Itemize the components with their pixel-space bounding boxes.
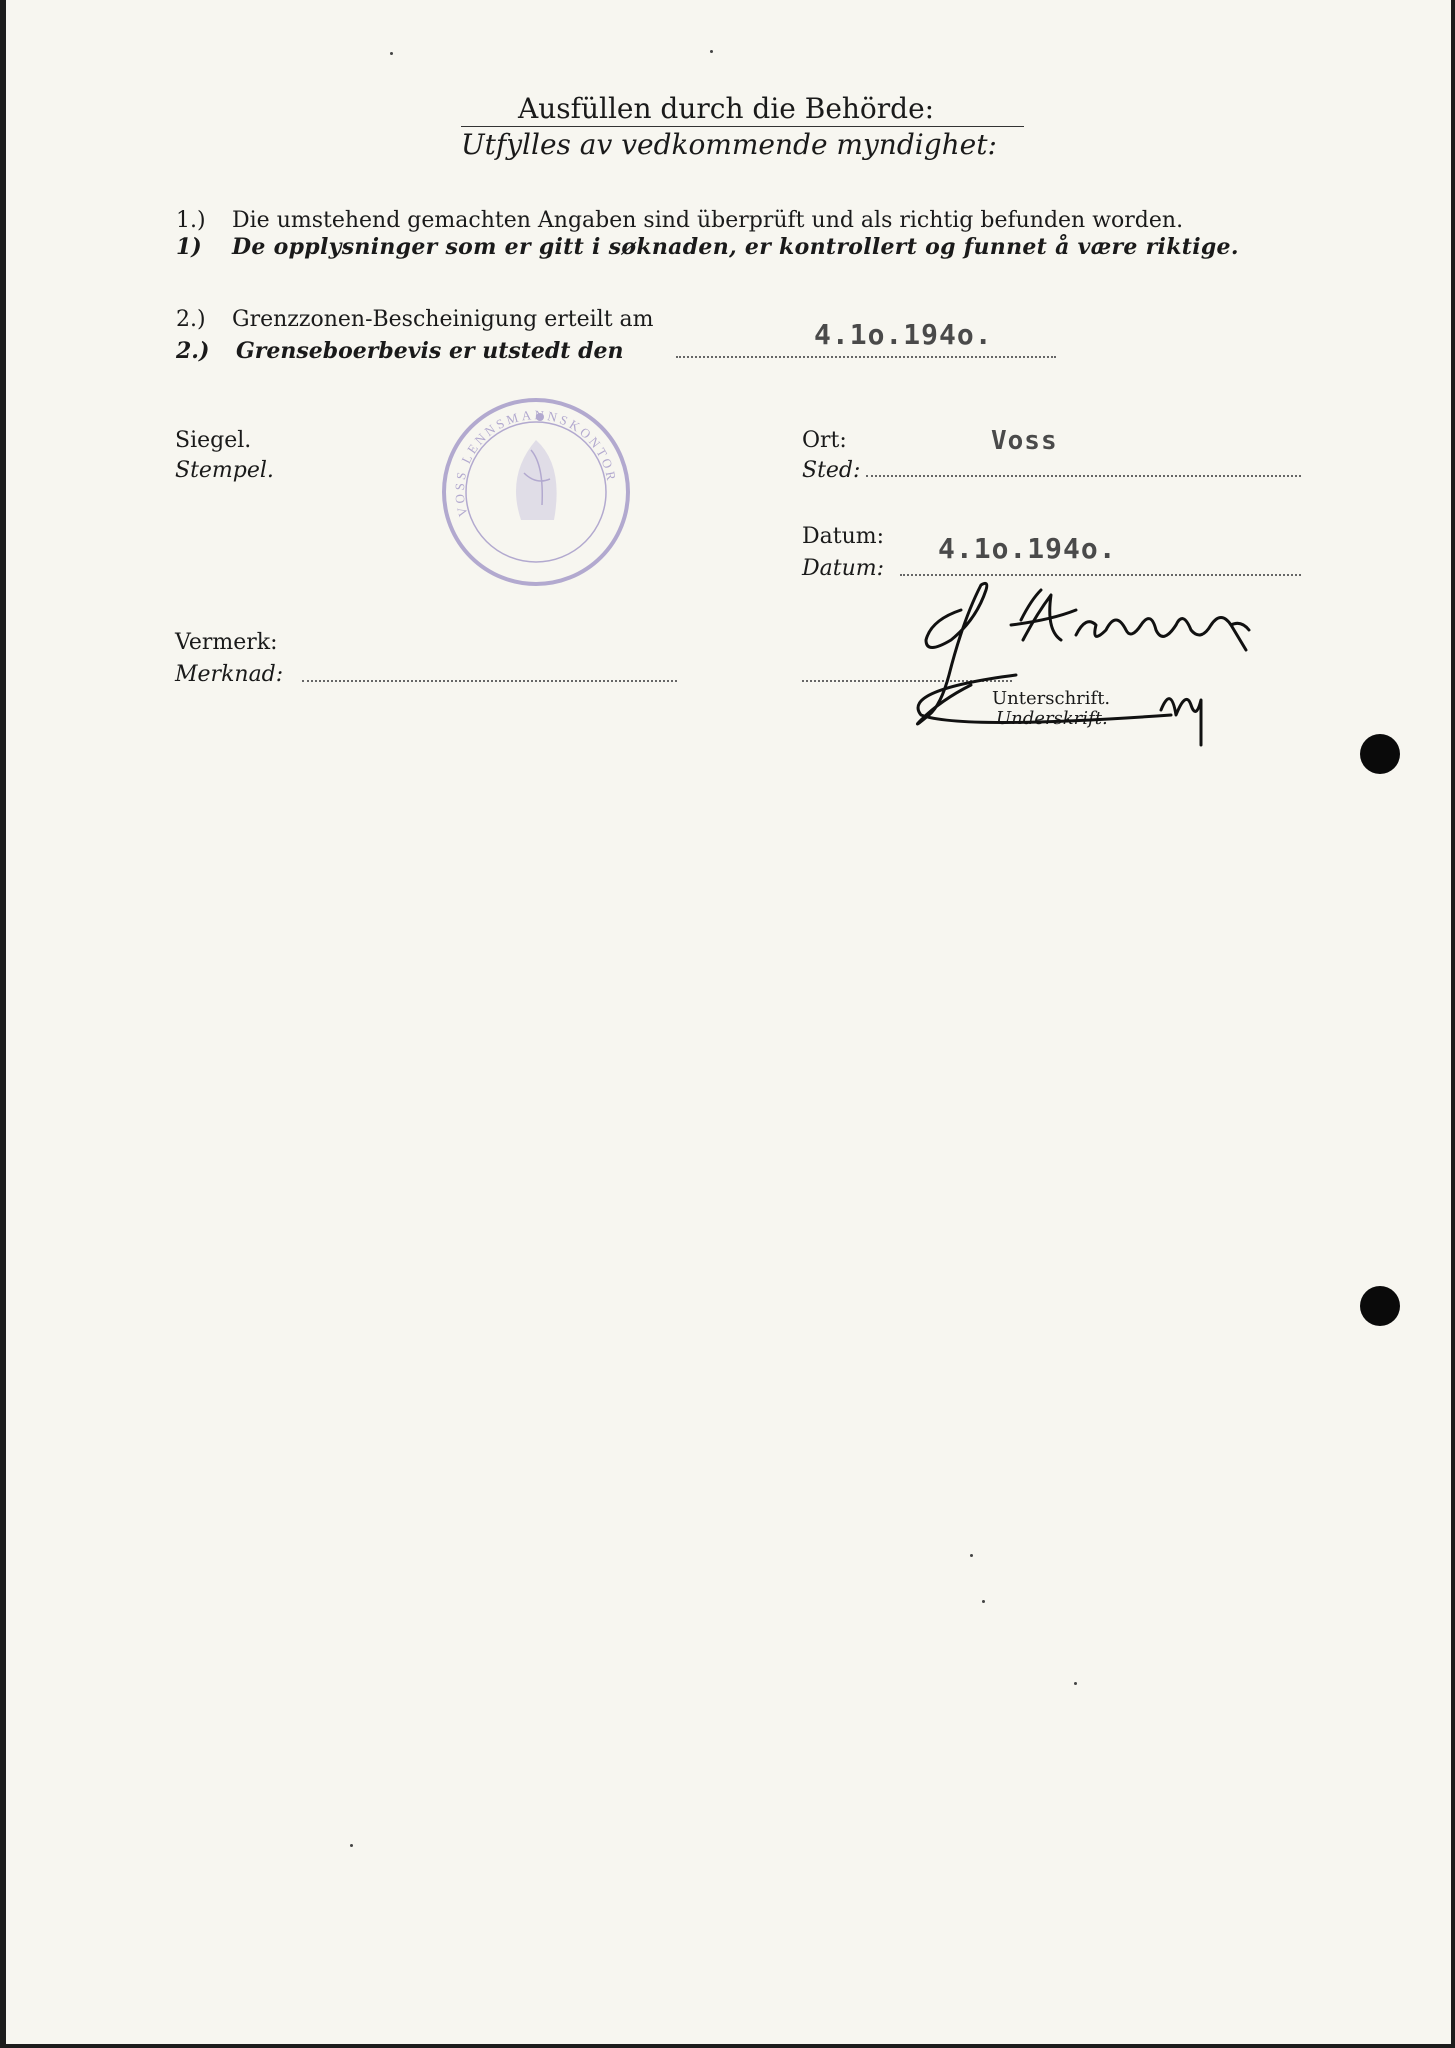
- seal-label-norwegian: Stempel.: [175, 458, 274, 483]
- item2-text-german: Grenzzonen-Bescheinigung erteilt am: [232, 307, 654, 332]
- punch-hole-upper: [1360, 734, 1400, 774]
- date-label-norwegian: Datum:: [802, 556, 885, 581]
- place-line: [866, 475, 1301, 477]
- item1-text-norwegian: De opplysninger som er gitt i søknaden, er kontrollert og funnet å være riktige.: [232, 234, 1239, 260]
- remark-label-norwegian: Merknad:: [175, 662, 284, 687]
- place-label-german: Ort:: [802, 428, 847, 453]
- date-value: 4.1o.194o.: [938, 532, 1117, 565]
- place-label-norwegian: Sted:: [802, 458, 861, 483]
- official-seal-stamp: [436, 395, 636, 590]
- title-german: Ausfüllen durch die Behörde:: [518, 92, 935, 125]
- certificate-date-line: [676, 356, 1056, 358]
- title-divider: [461, 126, 1024, 127]
- seal-label-german: Siegel.: [175, 428, 252, 453]
- paper-speck: [1074, 1682, 1077, 1685]
- paper-speck: [710, 50, 713, 53]
- paper-speck: [390, 52, 393, 55]
- paper-speck: [350, 1844, 353, 1847]
- border-certificate-date: 4.1o.194o.: [814, 318, 993, 351]
- paper-speck: [982, 1600, 985, 1603]
- date-label-german: Datum:: [802, 524, 885, 549]
- item2-number-norwegian: 2.): [176, 338, 210, 364]
- item2-text-norwegian: Grenseboerbevis er utstedt den: [236, 338, 624, 364]
- document-page: [6, 0, 1451, 2044]
- item1-text-german: Die umstehend gemachten Angaben sind überprüft und als richtig befunden worden.: [232, 208, 1184, 233]
- date-line: [900, 574, 1301, 576]
- item1-number-norwegian: 1): [176, 234, 202, 260]
- signature-label-norwegian: Underskrift.: [996, 708, 1108, 729]
- punch-hole-lower: [1360, 1286, 1400, 1326]
- remark-label-german: Vermerk:: [175, 630, 278, 655]
- item1-number-german: 1.): [176, 208, 206, 233]
- seal-text: VOSS LENNSMANNSKONTOR: [451, 407, 620, 519]
- paper-speck: [970, 1554, 973, 1557]
- remark-line: [302, 680, 677, 682]
- title-norwegian: Utfylles av vedkommende myndighet:: [461, 128, 997, 161]
- signature-label-german: Unterschrift.: [992, 688, 1111, 709]
- place-value: Voss: [991, 426, 1058, 456]
- handwritten-signature: [901, 580, 1361, 750]
- item2-number-german: 2.): [176, 307, 206, 332]
